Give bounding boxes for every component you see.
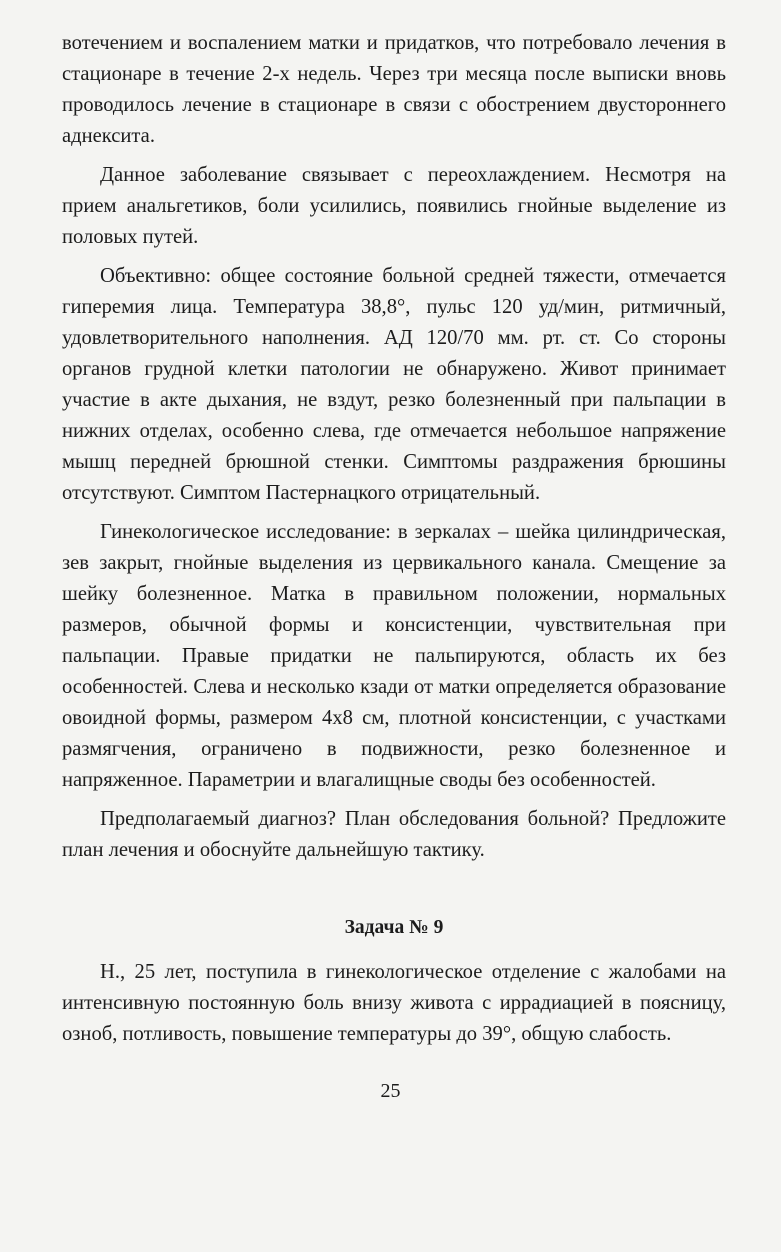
paragraph-history: вотечением и воспалением матки и придатков, что потребовало лечения в стационаре в течение 2-х недель. Через три месяца после выписки вновь проводилось лечение в стационаре в связи с обострением двустороннего аднексита.	[62, 32, 726, 147]
paragraph-questions: Предполагаемый диагноз? План обследования больной? Предложите план лечения и обоснуйте дальнейшую тактику.	[62, 808, 726, 861]
page-number: 25	[380, 1080, 401, 1102]
paragraph-objective-exam: Объективно: общее состояние больной средней тяжести, отмечается гиперемия лица. Температура 38,8°, пульс 120 уд/мин, ритмичный, удовлетворительного наполнения. АД 120/70 мм. рт. ст. Со стороны органов грудной клетки патологии не обнаружено. Живот принимает участие в акте дыхания, не вздут, резко болезненный при пальпации в нижних отделах, особенно слева, где отмечается небольшое напряжение мышц передней брюшной стенки. Симптомы раздражения брюшины отсутствуют. Симптом Пастернацкого отрицательный.	[62, 265, 726, 504]
paragraph-gynecological-exam: Гинекологическое исследование: в зеркалах – шейка цилиндрическая, зев закрыт, гнойные выделения из цервикального канала. Смещение за шейку болезненное. Матка в правильном положении, нормальных размеров, обычной формы и консистенции, чувствительная при пальпации. Правые придатки не пальпируются, область их без особенностей. Слева и несколько кзади от матки определяется образование овоидной формы, размером 4х8 см, плотной консистенции, с участками размягчения, ограничено в подвижности, резко болезненное и напряженное. Параметрии и влагалищные своды без особенностей.	[62, 521, 726, 791]
task-heading: Задача № 9	[344, 917, 444, 938]
page-body	[62, 28, 726, 1050]
paragraph-task-9-complaints: Н., 25 лет, поступила в гинекологическое отделение с жалобами на интенсивную постоянную боль внизу живота с иррадиацией в поясницу, озноб, потливость, повышение температуры до 39°, общую слабость.	[62, 961, 726, 1045]
paragraph-cause: Данное заболевание связывает с переохлаждением. Несмотря на прием анальгетиков, боли усилились, появились гнойные выделение из половых путей.	[62, 164, 726, 248]
